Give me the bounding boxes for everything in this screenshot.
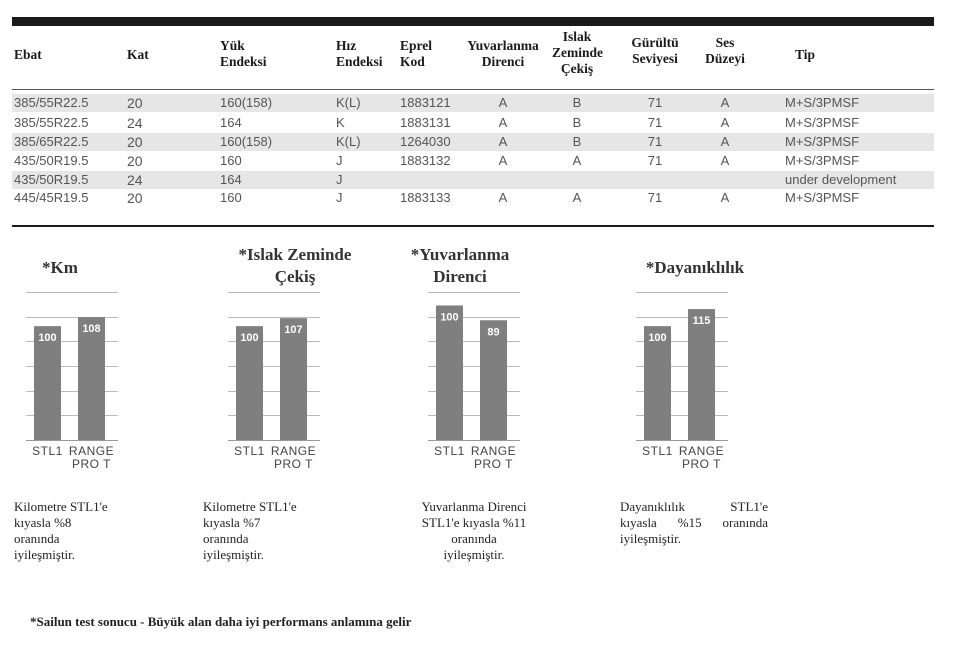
cell-tip: M+S/3PMSF: [785, 190, 860, 205]
cell-yuv: A: [498, 134, 508, 149]
chart-title: [400, 244, 520, 288]
cell-hiz: J: [336, 153, 343, 168]
cell-yuv: A: [498, 115, 508, 130]
cell-hiz: J: [336, 190, 343, 205]
chart-note-line: iyileşmiştir.: [443, 547, 505, 562]
bar: [688, 309, 715, 440]
cell-eprel: 1883133: [400, 190, 451, 205]
chart-title: [0, 257, 120, 279]
cell-eprel: 1264030: [400, 134, 451, 149]
cell-ses: A: [720, 190, 730, 205]
bar-value-label: 100: [648, 332, 667, 345]
chart-note: [203, 499, 333, 563]
cell-gur: 71: [647, 153, 663, 168]
x-tick-label: RANGE PRO T: [270, 444, 317, 471]
chart-note-line: Kilometre STL1'e: [203, 499, 297, 514]
cell-kat: 20: [127, 95, 143, 111]
header-yuk: Yük Endeksi: [220, 38, 267, 69]
chart-note-line: kıyasla %7: [203, 515, 261, 530]
cell-hiz: J: [336, 172, 343, 187]
cell-islak: A: [572, 190, 582, 205]
cell-yuk: 160(158): [220, 95, 273, 110]
bar-value-label: 89: [487, 326, 500, 339]
chart-note-line: iyileşmiştir.: [14, 547, 76, 562]
chart-title-line: *Dayanıklılık: [645, 258, 745, 277]
chart-note-line: kıyasla %8: [14, 515, 72, 530]
x-tick-label: STL1: [642, 444, 673, 458]
chart-note-line: Kilometre STL1'e: [14, 499, 108, 514]
cell-ebat: 435/50R19.5: [14, 153, 89, 168]
bar-chart-svg: [636, 292, 728, 440]
bar-value-label: 115: [692, 315, 711, 328]
cell-yuv: A: [498, 95, 508, 110]
chart-title-line: *Islak Zeminde: [238, 245, 352, 264]
cell-ebat: 445/45R19.5: [14, 190, 89, 205]
x-tick-label: RANGE PRO T: [470, 444, 517, 471]
cell-ses: A: [720, 95, 730, 110]
header-tip: Tip: [795, 47, 816, 62]
cell-ebat: 385/55R22.5: [14, 115, 89, 130]
chart-title: [630, 257, 760, 279]
cell-hiz: K: [336, 115, 345, 130]
bar-chart: [26, 292, 118, 440]
header-ebat: Ebat: [14, 47, 42, 62]
x-tick-label: STL1: [234, 444, 265, 458]
chart-note: [14, 499, 144, 563]
cell-tip: M+S/3PMSF: [785, 95, 860, 110]
cell-yuk: 160(158): [220, 134, 273, 149]
header-eprel: Eprel Kod: [400, 38, 433, 69]
cell-yuk: 164: [220, 115, 242, 130]
bar: [78, 317, 105, 440]
cell-ses: A: [720, 115, 730, 130]
bar-chart: [428, 292, 520, 440]
cell-hiz: K(L): [336, 134, 361, 149]
cell-islak: B: [572, 134, 582, 149]
table-row: [12, 94, 934, 112]
table-row: [12, 152, 934, 170]
cell-ses: A: [720, 134, 730, 149]
cell-gur: 71: [647, 134, 663, 149]
cell-gur: 71: [647, 95, 663, 110]
header-ses: Ses Düzeyi: [705, 35, 745, 66]
header-yuvarlanma: Yuvarlanma Direnci: [467, 38, 539, 69]
bar-value-label: 100: [240, 332, 259, 345]
table-row: [12, 114, 934, 132]
cell-ebat: 435/50R19.5: [14, 172, 89, 187]
cell-tip: M+S/3PMSF: [785, 153, 860, 168]
header-rule: [12, 89, 934, 90]
cell-ebat: 385/65R22.5: [14, 134, 89, 149]
chart-title-line: *Yuvarlanma: [410, 245, 510, 264]
bar-chart-svg: [228, 292, 320, 440]
chart-note-line: iyileşmiştir.: [203, 547, 265, 562]
table-header: [12, 27, 934, 87]
cell-islak: A: [572, 153, 582, 168]
chart-note-line: iyileşmiştir.: [620, 531, 682, 546]
chart-title-line: Çekiş: [274, 267, 316, 286]
top-bar: [12, 17, 934, 26]
cell-eprel: 1883132: [400, 153, 451, 168]
bar: [436, 305, 463, 440]
chart-note-line: oranında: [14, 531, 60, 546]
x-tick-label: STL1: [32, 444, 63, 458]
cell-ses: A: [720, 153, 730, 168]
chart-title: [220, 244, 370, 288]
cell-yuk: 160: [220, 153, 242, 168]
cell-kat: 20: [127, 153, 143, 169]
cell-islak: B: [572, 115, 582, 130]
header-gurultu: Gürültü Seviyesi: [631, 35, 679, 66]
cell-kat: 20: [127, 134, 143, 150]
table-row: [12, 133, 934, 151]
chart-title-line: Direnci: [433, 267, 487, 286]
cell-eprel: 1883121: [400, 95, 451, 110]
chart-note: [620, 499, 768, 547]
header-kat: Kat: [127, 47, 149, 62]
table-row: [12, 171, 934, 189]
cell-tip: under development: [785, 172, 897, 187]
cell-tip: M+S/3PMSF: [785, 115, 860, 130]
bar-value-label: 100: [440, 311, 459, 324]
cell-hiz: K(L): [336, 95, 361, 110]
cell-yuv: A: [498, 190, 508, 205]
x-tick-label: RANGE PRO T: [678, 444, 725, 471]
cell-yuk: 164: [220, 172, 242, 187]
bar-chart: [228, 292, 320, 440]
cell-gur: 71: [647, 190, 663, 205]
chart-note-line: Yuvarlanma Direnci: [421, 499, 527, 514]
cell-kat: 24: [127, 172, 143, 188]
bar: [280, 318, 307, 440]
bar-value-label: 107: [284, 324, 303, 337]
chart-note-line: oranında: [203, 531, 249, 546]
bar-value-label: 100: [38, 332, 57, 345]
cell-yuk: 160: [220, 190, 242, 205]
cell-kat: 24: [127, 115, 143, 131]
table-bottom-rule: [12, 225, 934, 227]
chart-note-line: oranında: [451, 531, 497, 546]
table-row: [12, 189, 934, 207]
cell-islak: B: [572, 95, 582, 110]
cell-tip: M+S/3PMSF: [785, 134, 860, 149]
x-tick-label: STL1: [434, 444, 465, 458]
chart-title-line: *Km: [42, 258, 78, 277]
footnote: *Sailun test sonucu - Büyük alan daha iyi performans anlamına gelir: [30, 614, 412, 629]
cell-eprel: 1883131: [400, 115, 451, 130]
cell-yuv: A: [498, 153, 508, 168]
chart-note: [404, 499, 544, 563]
chart-note-line: Dayanıklılık STL1'e: [620, 499, 768, 514]
chart-note-line: STL1'e kıyasla %11: [421, 515, 527, 530]
header-hiz: Hız Endeksi: [336, 38, 383, 69]
cell-ebat: 385/55R22.5: [14, 95, 89, 110]
cell-gur: 71: [647, 115, 663, 130]
x-tick-label: RANGE PRO T: [68, 444, 115, 471]
bar-chart-svg: [26, 292, 118, 440]
bar-chart-svg: [428, 292, 520, 440]
chart-note-line: kıyasla %15 oranında: [620, 515, 768, 530]
bar-chart: [636, 292, 728, 440]
header-islak: Islak Zeminde Çekiş: [552, 29, 604, 76]
bar-value-label: 108: [82, 323, 101, 336]
cell-kat: 20: [127, 190, 143, 206]
